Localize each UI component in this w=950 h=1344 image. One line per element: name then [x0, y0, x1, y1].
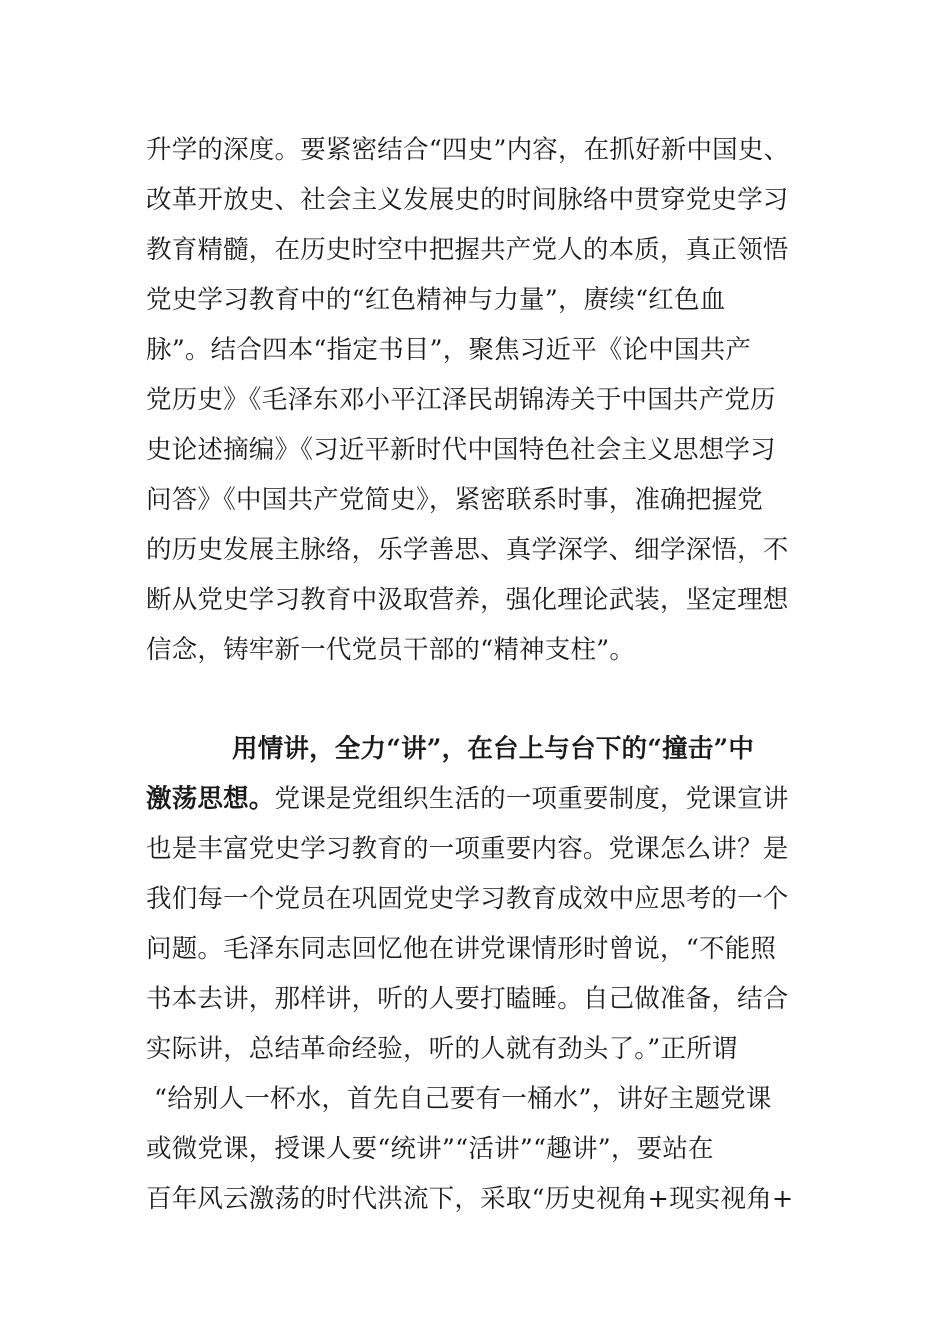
text-line: 书本去讲，那样讲，听的人要打瞌睡。自己做准备，结合	[146, 984, 789, 1014]
text-line: 史论述摘编》《习近平新时代中国特色社会主义思想学习	[146, 435, 776, 465]
section-heading: 用情讲，全力“讲”，在台上与台下的“撞击”中	[232, 734, 755, 764]
text-line: 实际讲，总结革命经验，听的人就有劲头了。”正所谓	[146, 1034, 738, 1064]
text-line: 党历史》《毛泽东邓小平江泽民胡锦涛关于中国共产党历	[146, 385, 776, 415]
text-line: 的历史发展主脉络，乐学善思、真学深学、细学深悟，不	[146, 535, 789, 565]
text-line: 我们每一个党员在巩固党史学习教育成效中应思考的一个	[146, 884, 789, 914]
text-line: 断从党史学习教育中汲取营养，强化理论武装，坚定理想	[146, 585, 789, 615]
text-line: 党史学习教育中的“红色精神与力量”，赓续“红色血	[146, 285, 726, 315]
text-line: 或微党课，授课人要“统讲”“活讲”“趣讲”，要站在	[146, 1134, 714, 1164]
text-fragment: 党课是党组织生活的一项重要制度，党课宣讲	[274, 784, 789, 814]
text-line: 升学的深度。要紧密结合“四史”内容，在抓好新中国史、	[146, 135, 790, 165]
text-line: 也是丰富党史学习教育的一项重要内容。党课怎么讲？是	[146, 834, 789, 864]
text-line: 教育精髓，在历史时空中把握共产党人的本质，真正领悟	[146, 235, 789, 265]
text-line: 脉”。结合四本“指定书目”，聚焦习近平《论中国共产	[146, 335, 752, 365]
text-line	[146, 774, 806, 824]
text-line: 信念，铸牢新一代党员干部的“精神支柱”。	[146, 635, 636, 665]
paragraph-study-depth	[146, 125, 806, 675]
paragraph-party-lecture	[146, 724, 806, 1224]
text-line: 百年风云激荡的时代洪流下，采取“历史视角+现实视角+	[146, 1184, 794, 1214]
text-line: “给别人一杯水，首先自己要有一桶水”，讲好主题党课	[154, 1084, 772, 1114]
text-line: 改革开放史、社会主义发展史的时间脉络中贯穿党史学习	[146, 185, 789, 215]
text-line: 问答》《中国共产党简史》，紧密联系时事，准确把握党	[146, 485, 764, 515]
section-heading-end: 激荡思想。	[146, 784, 275, 814]
text-line: 问题。毛泽东同志回忆他在讲党课情形时曾说，“不能照	[146, 934, 777, 964]
